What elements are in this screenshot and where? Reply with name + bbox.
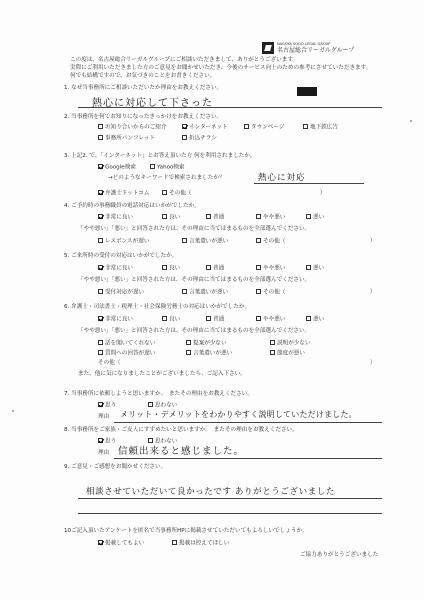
q10-label: 10ご記入頂いたアンケートを匿名で当事務所HPに掲載させていただいてもよろしいでしょうか。 bbox=[64, 528, 308, 534]
q5-rating-bad[interactable] bbox=[306, 265, 324, 273]
q6-reason-attitude[interactable] bbox=[270, 350, 305, 358]
q3-option-google[interactable] bbox=[98, 164, 136, 172]
option-label: 非常に良い bbox=[105, 316, 133, 323]
checkbox[interactable] bbox=[256, 238, 261, 243]
option-label: 思わない bbox=[155, 402, 178, 409]
option-label: 思う bbox=[105, 402, 117, 409]
option-label: 悪い bbox=[313, 265, 325, 272]
option-label: 言葉遣いが悪い bbox=[189, 238, 229, 245]
q4-reason-slow[interactable] bbox=[98, 238, 149, 246]
q6-reason-not-listen[interactable] bbox=[98, 340, 155, 348]
q8-reason-label: 理由 bbox=[98, 450, 110, 456]
q9-label: 9. ご意見・ご感想をお聞かせください。 bbox=[64, 464, 167, 470]
checkbox[interactable] bbox=[306, 214, 311, 219]
option-label: Google検索 bbox=[105, 164, 136, 171]
checkbox[interactable] bbox=[206, 214, 211, 219]
checkbox[interactable] bbox=[98, 438, 103, 443]
q9-answer: 相談させていただいて良かったです ありがとうございました bbox=[86, 487, 336, 497]
q7-option-yes[interactable] bbox=[98, 402, 116, 410]
checkbox[interactable] bbox=[182, 238, 187, 243]
checkbox[interactable] bbox=[98, 350, 103, 355]
checkbox[interactable] bbox=[98, 214, 103, 219]
q6-follow-up: 「やや悪い」「悪い」と回答された方は、その理由に当てはまるものを全部選んでください。 bbox=[78, 328, 311, 334]
q7-reason-label: 理由 bbox=[98, 414, 110, 420]
q4-other-close: ） bbox=[370, 238, 376, 244]
thank-you-note: ご協力ありがとうございました bbox=[300, 552, 379, 558]
checkbox[interactable] bbox=[98, 540, 103, 545]
checkbox[interactable] bbox=[98, 164, 103, 169]
option-label: 良い bbox=[169, 316, 181, 323]
q6-other-label: その他（ bbox=[98, 360, 121, 366]
q3-keyword-question: →どのようなキーワードで検索されましたか？ bbox=[108, 175, 225, 181]
option-label: 質問への回答が遅い bbox=[105, 350, 156, 357]
q2-option-townpage[interactable] bbox=[244, 124, 284, 132]
q6-rating-somewhat-bad[interactable] bbox=[256, 316, 285, 324]
option-label: 掲載してもよい bbox=[105, 540, 145, 547]
option-label: 良い bbox=[169, 265, 181, 272]
q7-reason-line bbox=[114, 422, 382, 423]
option-label: 普通 bbox=[213, 214, 225, 221]
q1-answer: 熱心に対応して下さった bbox=[92, 98, 213, 109]
intro-line-3: 何でも結構ですので、お気づきのことをお書きください。 bbox=[70, 73, 216, 79]
intro-line-1: この度は、名古屋総合リーガルグループにご相談いただきまして、ありがとうございます。 bbox=[70, 57, 299, 63]
q9-line-2 bbox=[78, 513, 382, 514]
redaction-block bbox=[297, 87, 317, 96]
q6-other-close: ） bbox=[370, 360, 376, 366]
checkbox[interactable] bbox=[186, 350, 191, 355]
q4-rating-good[interactable] bbox=[162, 214, 180, 222]
checkbox[interactable] bbox=[150, 164, 155, 169]
checkbox[interactable] bbox=[162, 265, 167, 270]
q6-rating-good[interactable] bbox=[162, 316, 180, 324]
option-label: その他（ bbox=[263, 289, 286, 296]
q6-reason-language[interactable] bbox=[186, 350, 232, 358]
q4-reason-language[interactable] bbox=[182, 238, 228, 246]
checkbox[interactable] bbox=[256, 265, 261, 270]
q7-reason-answer: メリット・デメリットをわかりやすく説明していただけました。 bbox=[120, 410, 357, 419]
option-label: 普通 bbox=[213, 265, 225, 272]
q8-reason-answer: 信頼出来ると感じました。 bbox=[118, 446, 245, 457]
q5-follow-up: 「やや悪い」「悪い」と回答された方は、その理由に当てはまるものを全部選んでください。 bbox=[78, 277, 311, 283]
option-label: 弁護士ドットコム bbox=[105, 190, 150, 197]
checkbox[interactable] bbox=[186, 340, 191, 345]
checkbox[interactable] bbox=[303, 124, 308, 129]
q8-reason-line bbox=[114, 458, 382, 459]
checkbox[interactable] bbox=[206, 316, 211, 321]
checkbox[interactable] bbox=[182, 135, 187, 140]
q9-line-1 bbox=[78, 498, 382, 499]
q3-option-yahoo[interactable] bbox=[150, 164, 185, 172]
option-label: その他（ bbox=[263, 238, 286, 245]
checkbox[interactable] bbox=[244, 124, 249, 129]
checkbox[interactable] bbox=[98, 135, 103, 140]
q7-label: 7. 当事務所に依頼しようと思いますか。 またその理由をお教えください。 bbox=[64, 391, 253, 397]
q6-label: 6. 弁護士・司法書士・税理士・社会保険労務士の対応はいかがでしたか。 bbox=[64, 304, 251, 310]
q3-other-close: ） bbox=[320, 190, 326, 196]
option-label: 話を聞いてくれない bbox=[105, 340, 156, 347]
option-label: 説明が少ない bbox=[277, 340, 311, 347]
checkbox[interactable] bbox=[98, 265, 103, 270]
option-label: 悪い bbox=[313, 316, 325, 323]
company-name: 名古屋総合リーガルグループ bbox=[277, 47, 355, 54]
option-label: タウンページ bbox=[251, 124, 285, 131]
option-label: 掲載は控えてほしい bbox=[179, 540, 230, 547]
q3-label: 3. 上記2. で、「インターネット」とお答え頂いた方 何を利用されましたか。 bbox=[64, 153, 256, 159]
q2-option-pamphlet[interactable] bbox=[98, 135, 155, 143]
checkbox[interactable] bbox=[270, 340, 275, 345]
checkbox[interactable] bbox=[98, 316, 103, 321]
option-label: お知り合いからのご紹介 bbox=[105, 124, 167, 131]
option-label: 思わない bbox=[155, 438, 178, 445]
checkbox[interactable] bbox=[306, 265, 311, 270]
checkbox[interactable] bbox=[182, 124, 187, 129]
option-label: 非常に良い bbox=[105, 214, 133, 221]
option-label: 思う bbox=[105, 438, 117, 445]
q10-option-decline[interactable] bbox=[172, 540, 229, 548]
checkbox[interactable] bbox=[306, 316, 311, 321]
option-label: 言葉遣いが悪い bbox=[193, 350, 233, 357]
q2-option-subway-ad[interactable] bbox=[303, 124, 338, 132]
checkbox[interactable] bbox=[182, 289, 187, 294]
checkbox[interactable] bbox=[256, 289, 261, 294]
q2-label: 2. 当事務所を何でお知りになったきっかけをお教えください。 bbox=[64, 114, 223, 120]
scan-speck bbox=[12, 410, 14, 412]
checkbox[interactable] bbox=[172, 540, 177, 545]
checkbox[interactable] bbox=[98, 124, 103, 129]
q5-label: 5. ご来所時の受付の対応はいかがでしたか。 bbox=[64, 253, 178, 259]
option-label: その他（ bbox=[169, 190, 192, 197]
option-label: インターネット bbox=[189, 124, 228, 131]
company-name-english: NAGOYA SOGO LEGAL GROUP bbox=[277, 42, 331, 46]
company-logo-icon bbox=[262, 42, 274, 54]
checkbox[interactable] bbox=[98, 402, 103, 407]
option-label: Yahoo検索 bbox=[157, 164, 185, 171]
checkbox[interactable] bbox=[162, 214, 167, 219]
q1-label: 1. なぜ当事務所にご相談いただいたか理由をお教えください。 bbox=[64, 85, 223, 91]
option-label: 事務所パンフレット bbox=[105, 135, 156, 142]
q5-reason-other[interactable] bbox=[256, 289, 285, 297]
q5-reason-slow[interactable] bbox=[98, 289, 144, 297]
q4-rating-somewhat-bad[interactable] bbox=[256, 214, 285, 222]
option-label: 折込チラシ bbox=[189, 135, 217, 142]
checkbox[interactable] bbox=[98, 190, 103, 195]
option-label: 言葉遣いが悪い bbox=[189, 289, 229, 296]
checkbox[interactable] bbox=[162, 190, 167, 195]
q8-option-yes[interactable] bbox=[98, 438, 116, 446]
q6-rating-normal[interactable] bbox=[206, 316, 224, 324]
q6-reason-few-explanations[interactable] bbox=[270, 340, 311, 348]
q6-rating-excellent[interactable] bbox=[98, 316, 133, 324]
q4-rating-normal[interactable] bbox=[206, 214, 224, 222]
q6-rating-bad[interactable] bbox=[306, 316, 324, 324]
q3-option-bengoshi-com[interactable] bbox=[98, 190, 149, 198]
checkbox[interactable] bbox=[256, 214, 261, 219]
option-label: 提案が少ない bbox=[193, 340, 227, 347]
q5-rating-excellent[interactable] bbox=[98, 265, 133, 273]
q4-reason-other[interactable] bbox=[256, 238, 285, 246]
option-label: 地下鉄広告 bbox=[310, 124, 338, 131]
q6-extra-comments: また、他に気になりましたことがございましたら、ご記入下さい。 bbox=[78, 371, 246, 377]
option-label: やや悪い bbox=[263, 214, 286, 221]
option-label: レスポンスが遅い bbox=[105, 238, 150, 245]
q3-keyword-answer: 熱心に対応 bbox=[258, 173, 306, 183]
checkbox[interactable] bbox=[98, 289, 103, 294]
q2-option-internet[interactable] bbox=[182, 124, 228, 132]
q2-option-flyer[interactable] bbox=[182, 135, 217, 143]
q6-reason-slow-answer[interactable] bbox=[98, 350, 155, 358]
option-label: やや悪い bbox=[263, 265, 286, 272]
checkbox[interactable] bbox=[206, 265, 211, 270]
option-label: 態度が悪い bbox=[277, 350, 305, 357]
checkbox[interactable] bbox=[256, 316, 261, 321]
q8-label: 8. 当事務所をご家族・ご友人にすすめたいと思いますか。 またその理由をお教えください。 bbox=[64, 427, 298, 433]
option-label: 良い bbox=[169, 214, 181, 221]
option-label: やや悪い bbox=[263, 316, 286, 323]
option-label: 非常に良い bbox=[105, 265, 133, 272]
q3-option-other[interactable] bbox=[162, 190, 191, 198]
q5-reason-language[interactable] bbox=[182, 289, 228, 297]
q10-option-allow[interactable] bbox=[98, 540, 144, 548]
option-label: 普通 bbox=[213, 316, 225, 323]
checkbox[interactable] bbox=[98, 238, 103, 243]
option-label: 悪い bbox=[313, 214, 325, 221]
q4-label: 4. ご予約時の事務職員の電話対応はいかがでしたか。 bbox=[64, 203, 200, 209]
q4-rating-excellent[interactable] bbox=[98, 214, 133, 222]
checkbox[interactable] bbox=[148, 402, 153, 407]
q5-rating-good[interactable] bbox=[162, 265, 180, 273]
q5-other-close: ） bbox=[370, 289, 376, 295]
option-label: 受付対応が遅い bbox=[105, 289, 145, 296]
q6-reason-few-proposals[interactable] bbox=[186, 340, 227, 348]
q5-rating-normal[interactable] bbox=[206, 265, 224, 273]
q4-rating-bad[interactable] bbox=[306, 214, 324, 222]
scan-speck bbox=[410, 120, 412, 122]
q5-rating-somewhat-bad[interactable] bbox=[256, 265, 285, 273]
q1-answer-line bbox=[78, 107, 382, 108]
checkbox[interactable] bbox=[162, 316, 167, 321]
q2-option-referral[interactable] bbox=[98, 124, 167, 132]
q4-follow-up: 「やや悪い」「悪い」と回答された方は、その理由に当てはまるものを全部選んでください。 bbox=[78, 226, 311, 232]
checkbox[interactable] bbox=[98, 340, 103, 345]
intro-line-2: 実際にご利用いただきました方のご意見をお聞かせいただき、今後のサービス向上のための参考にさせていただきます。 bbox=[70, 65, 372, 71]
q3-keyword-line bbox=[254, 183, 364, 184]
checkbox[interactable] bbox=[270, 350, 275, 355]
